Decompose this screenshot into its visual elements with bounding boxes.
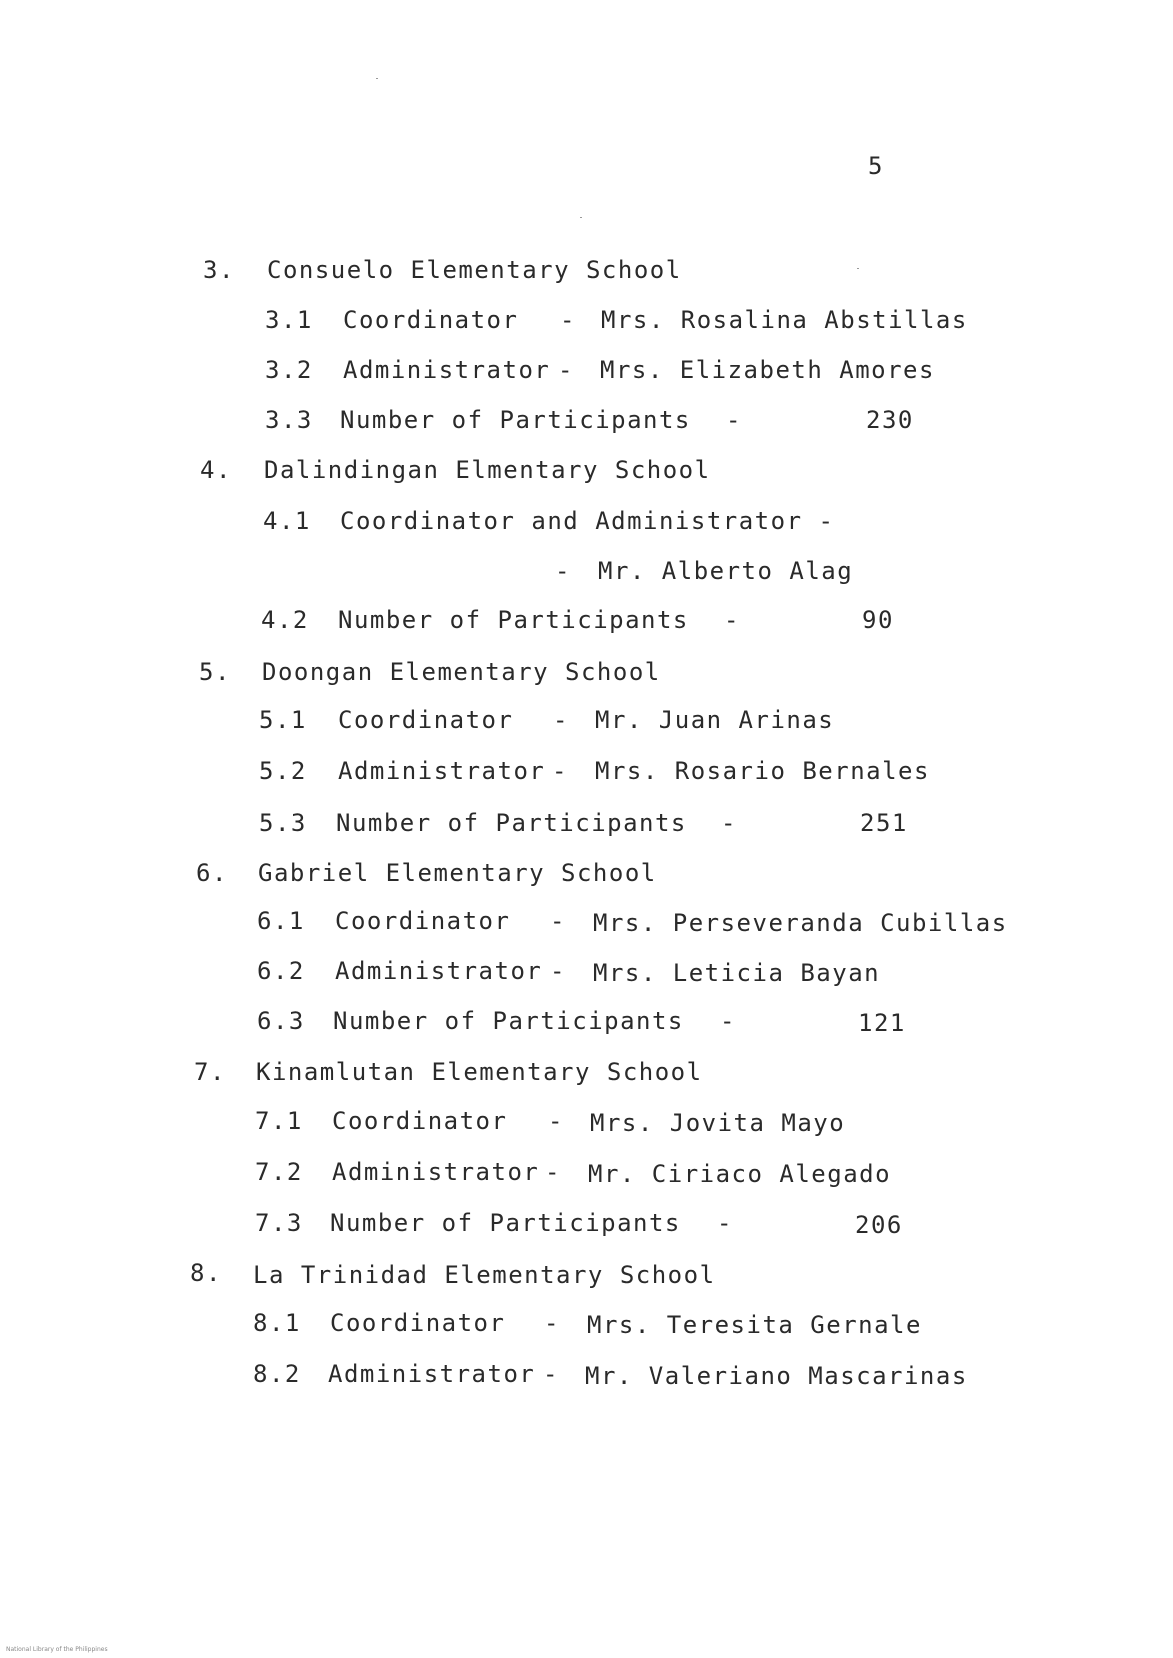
item-number: 7.1	[255, 1107, 303, 1135]
section-number: 7.	[194, 1058, 226, 1086]
item-value: Mr. Ciriaco Alegado	[588, 1160, 892, 1188]
item-value: Mrs. Elizabeth Amores	[600, 356, 935, 384]
item-label: Coordinator	[335, 907, 511, 935]
scan-speck	[580, 217, 582, 218]
item-dash: -	[555, 557, 571, 585]
section-title: Doongan Elementary School	[262, 658, 661, 686]
item-dash: -	[724, 606, 740, 634]
item-value: Mr. Alberto Alag	[598, 557, 854, 585]
page-number: 5	[868, 152, 884, 180]
section-title: Dalindingan Elmentary School	[264, 456, 711, 484]
section-number: 3.	[203, 256, 235, 284]
footer-text: National Library of the Philippines	[6, 1646, 108, 1653]
item-number: 7.2	[255, 1158, 303, 1186]
item-value: Mrs. Rosario Bernales	[595, 757, 930, 785]
item-label: Number of Participants	[340, 406, 691, 434]
item-number: 5.2	[259, 757, 307, 785]
section-title: La Trinidad Elementary School	[253, 1261, 716, 1289]
section-title: Consuelo Elementary School	[267, 256, 682, 284]
item-dash: -	[558, 356, 574, 384]
item-dash: -	[543, 1360, 559, 1388]
item-dash: -	[552, 757, 568, 785]
item-label: Number of Participants	[336, 809, 687, 837]
item-dash: -	[550, 957, 566, 985]
item-label: Administrator	[343, 356, 551, 384]
item-dash: -	[720, 1007, 736, 1035]
item-dash: -	[560, 306, 576, 334]
item-dash: -	[550, 907, 566, 935]
item-label: Administrator	[332, 1158, 540, 1186]
participant-count: 121	[858, 1009, 906, 1037]
item-number: 3.3	[265, 406, 313, 434]
item-label: Coordinator	[343, 306, 519, 334]
item-number: 3.2	[265, 356, 313, 384]
item-dash: -	[717, 1209, 733, 1237]
participant-count: 90	[862, 606, 894, 634]
item-label: Number of Participants	[333, 1007, 684, 1035]
scan-speck	[857, 268, 859, 269]
item-number: 6.1	[257, 907, 305, 935]
item-number: 5.1	[259, 706, 307, 734]
item-number: 6.3	[257, 1007, 305, 1035]
item-value: Mr. Valeriano Mascarinas	[585, 1362, 968, 1390]
item-number: 3.1	[265, 306, 313, 334]
item-label: Number of Participants	[330, 1209, 681, 1237]
item-number: 7.3	[255, 1209, 303, 1237]
item-value: Mrs. Jovita Mayo	[590, 1109, 846, 1137]
item-label: Administrator	[335, 957, 543, 985]
section-number: 6.	[196, 859, 228, 887]
section-number: 8.	[190, 1259, 222, 1287]
item-value: Mr. Juan Arinas	[595, 706, 835, 734]
section-number: 4.	[200, 456, 232, 484]
item-number: 8.1	[253, 1309, 301, 1337]
section-title: Kinamlutan Elementary School	[256, 1058, 703, 1086]
item-label: Coordinator	[332, 1107, 508, 1135]
participant-count: 230	[866, 406, 914, 434]
item-dash: -	[726, 406, 742, 434]
item-value: Mrs. Teresita Gernale	[587, 1311, 922, 1339]
item-number: 6.2	[257, 957, 305, 985]
item-label: Coordinator	[338, 706, 514, 734]
scan-speck	[376, 78, 378, 79]
item-dash: -	[545, 1158, 561, 1186]
participant-count: 206	[855, 1211, 903, 1239]
item-dash: -	[553, 706, 569, 734]
item-number: 5.3	[259, 809, 307, 837]
section-title: Gabriel Elementary School	[258, 859, 657, 887]
item-label: Administrator	[338, 757, 546, 785]
item-value: Mrs. Leticia Bayan	[593, 959, 881, 987]
item-label: Coordinator and Administrator -	[340, 507, 835, 535]
item-number: 4.1	[263, 507, 311, 535]
item-number: 8.2	[253, 1360, 301, 1388]
item-label: Number of Participants	[338, 606, 689, 634]
item-value: Mrs. Perseveranda Cubillas	[593, 909, 1008, 937]
item-dash: -	[721, 809, 737, 837]
item-label: Coordinator	[330, 1309, 506, 1337]
item-dash: -	[544, 1309, 560, 1337]
section-number: 5.	[199, 658, 231, 686]
item-number: 4.2	[261, 606, 309, 634]
item-label: Administrator	[328, 1360, 536, 1388]
participant-count: 251	[860, 809, 908, 837]
item-value: Mrs. Rosalina Abstillas	[601, 306, 968, 334]
item-dash: -	[548, 1107, 564, 1135]
